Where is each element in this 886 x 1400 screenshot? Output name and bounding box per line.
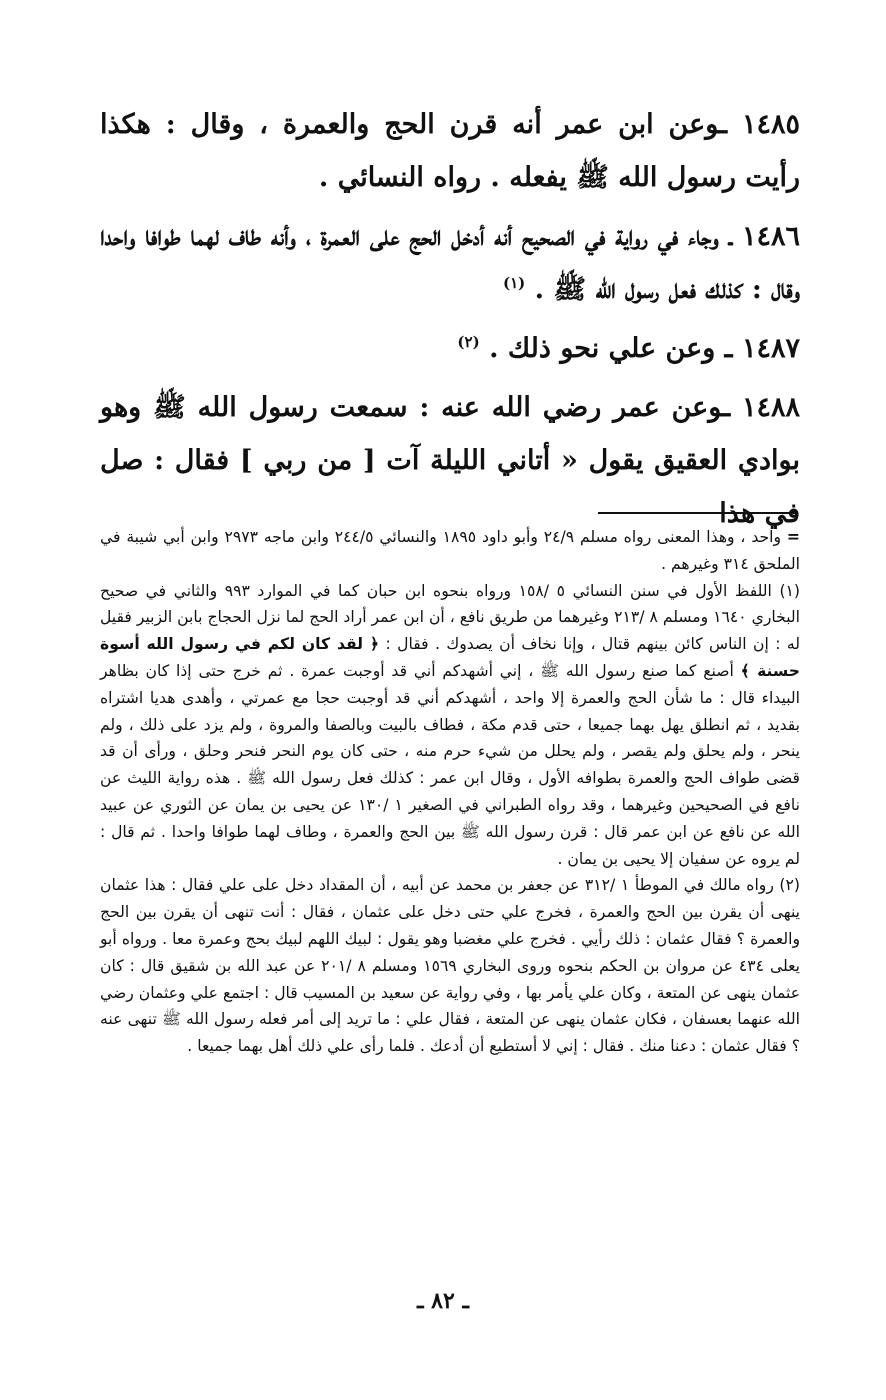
main-text: [100, 98, 800, 546]
footnote-ref: (١): [502, 274, 526, 292]
continuation-text: واحد ، وهذا المعنى رواه مسلم ٢٤/٩ وأبو داود ١٨٩٥ والنسائي ٢٤٤/٥ وابن ماجه ٢٩٧٣ وابن أبي شيبة في الملحق ٣١٤ وغيرهم .: [100, 528, 800, 573]
footnote-1-text-b: أصنع كما صنع رسول الله ﷺ ، إني أشهدكم أني قد أوجبت عمرة . ثم خرج حتى إذا كان بظاهر البيداء قال : ما شأن الحج والعمرة إلا واحد ، أشهدكم أني قد أوجبت حجا مع عمرتي ، وأهدى هديا اشتراه بقديد ، ثم انطلق يهل بهما جميعا ، حتى قدم مكة ، فطاف بالبيت وبالصفا والمروة ، ولم يزد على ذلك ، ولم ينحر ، ولم يحلق ولم يقصر ، ولم يحلل من شيء حرم منه ، حتى كان يوم النحر فنحر وحلق ، ورأى أن قد قضى طواف الحج والعمرة بطوافه الأول ، وقال ابن عمر : كذلك فعل رسول الله ﷺ . هذه رواية الليث عن نافع في الصحيحين وغيرهما ، وقد رواه الطبراني في الصغير ١ /١٣٠ عن يحيى بن يمان عن الثوري عن عبيد الله عن نافع عن ابن عمر قال : قرن رسول الله ﷺ بين الحج والعمرة ، وطاف لهما طوافا واحدا . ثم قال : لم يروه عن سفيان إلا يحيى بن يمان .: [100, 661, 800, 868]
entry-text: ١٤٨٦ ـ وجاء في رواية في الصحيح أنه أدخل الحج على العمرة ، وأنه طاف لهما طوافا واحدا وقال : كذلك فعل رسول الله ﷺ .: [100, 221, 800, 305]
entry-1486: [100, 210, 800, 316]
footnote-1-text-a: (١) اللفظ الأول في سنن النسائي ٥ /١٥٨ ورواه بنحوه ابن حبان كما في الموارد ٩٩٣ والثاني في صحيح البخاري ١٦٤٠ ومسلم ٨ /٢١٣ وغيرهما من طريق نافع ، أن ابن عمر أراد الحج لما نزل الحجاج بابن الزبير فقيل له : إن الناس كائن بينهم قتال ، وإنا نخاف أن يصدوك . فقال :: [100, 581, 801, 654]
footnotes: [100, 524, 800, 1060]
footnote-continuation: [100, 524, 800, 578]
entry-1488: [100, 381, 800, 540]
footnote-ref: (٢): [457, 333, 480, 351]
footnote-separator: [598, 512, 795, 514]
footnote-1: [100, 578, 800, 873]
footnote-2: [100, 872, 800, 1060]
continuation-mark: =: [786, 528, 800, 546]
entry-1487: [100, 322, 800, 375]
entry-text: ١٤٨٥ ـوعن ابن عمر أنه قرن الحج والعمرة ، وقال : هكذا رأيت رسول الله ﷺ يفعله . رواه النسائي .: [100, 109, 800, 193]
page-number: ـ ٨٢ ـ: [417, 1288, 469, 1314]
entry-text: ١٤٨٨ ـوعن عمر رضي الله عنه : سمعت رسول الله ﷺ وهو بوادي العقيق يقول « أتاني الليلة آت [ من ربي ] فقال : صل في هذا: [100, 392, 800, 529]
entry-text: ١٤٨٧ ـ وعن علي نحو ذلك .: [489, 333, 800, 364]
entry-1485: [100, 98, 800, 204]
quran-quote: ﴿ لقد كان لكم في رسول الله أسوة حسنة ﴾: [100, 635, 800, 680]
footnote-2-text: (٢) رواه مالك في الموطأ ١ /٣١٢ عن جعفر بن محمد عن أبيه ، أن المقداد دخل على علي فقال : هذا عثمان ينهى أن يقرن بين الحج والعمرة ، فخرج علي حتى دخل على عثمان ، فقال : أنت تنهى أن يقرن بين الحج والعمرة ؟ فقال عثمان : ذلك رأيي . فخرج علي مغضبا وهو يقول : لبيك اللهم لبيك بحج وعمرة معا . ورواه أبو يعلى ٤٣٤ عن مروان بن الحكم بنحوه وروى البخاري ١٥٦٩ ومسلم ٨ /٢٠١ عن عبد الله بن شقيق قال : كان عثمان ينهى عن المتعة ، وكان علي يأمر بها ، وفي رواية عن سعيد بن المسيب قال : اجتمع علي وعثمان رضي الله عنهما بعسفان ، فكان عثمان ينهى عن المتعة ، فقال علي : ما تريد إلى أمر فعله رسول الله ﷺ تنهى عنه ؟ فقال عثمان : دعنا منك . فقال : إني لا أستطيع أن أدعك . فلما رأى علي ذلك أهل بهما جميعا .: [100, 876, 801, 1056]
